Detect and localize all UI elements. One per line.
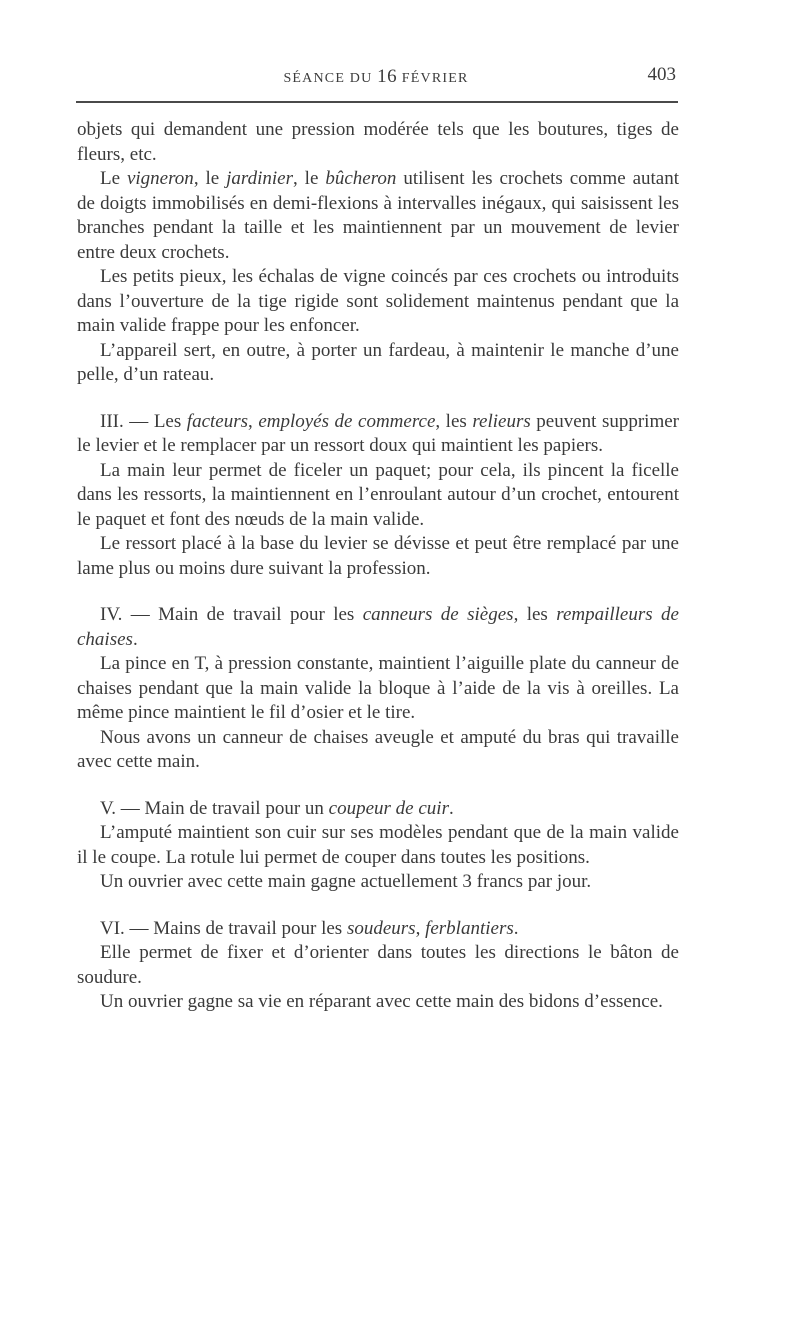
- paragraph-canneur: [77, 726, 679, 775]
- title-prefix: SÉANCE DU: [283, 71, 378, 86]
- italic-term: vigneron: [126, 168, 194, 189]
- paragraph-ficeler: [77, 459, 679, 533]
- title-suffix: FÉVRIER: [397, 71, 469, 86]
- italic-term: relieurs: [472, 410, 531, 432]
- text-run: , le: [193, 168, 227, 189]
- paragraph-pieux: [77, 265, 679, 339]
- paragraph-text: Elle permet de fixer et d’orienter dans toutes les directions le bâton de soudure.: [77, 942, 679, 988]
- text-run: ,: [248, 410, 259, 432]
- title-day: 16: [377, 66, 398, 87]
- text-run: ,: [415, 917, 426, 939]
- paragraph-continuation: [77, 118, 679, 167]
- paragraph-soudure: [77, 941, 679, 990]
- paragraph-text: L’appareil sert, en outre, à porter un fardeau, à maintenir le manche d’une pelle, d’un rateau.: [77, 339, 679, 385]
- text-run: IV. — Main de travail pour les: [100, 604, 363, 625]
- paragraph-text: objets qui demandent une pression modérée tels que les boutures, tiges de fleurs, etc.: [77, 119, 679, 165]
- italic-term: coupeur de cuir: [328, 797, 449, 819]
- paragraph-text: Un ouvrier avec cette main gagne actuellement 3 francs par jour.: [100, 871, 592, 892]
- italic-term: ferblantiers: [425, 917, 514, 939]
- italic-term: bûcheron: [325, 168, 397, 189]
- section-iii-heading-paragraph: [77, 410, 679, 459]
- text-run: Le: [100, 168, 127, 189]
- paragraph-text: Le ressort placé à la base du levier se dévisse et peut être remplacé par une lame plus ou moins dure suivant la profession.: [77, 533, 679, 579]
- paragraph-appareil: [77, 339, 679, 388]
- italic-term: facteurs: [186, 410, 249, 432]
- italic-term: canneurs de sièges: [362, 604, 514, 625]
- paragraph-ressort: [77, 532, 679, 581]
- paragraph-text: L’amputé maintient son cuir sur ses modèles pendant que de la main valide il le coupe. La rotule lui permet de couper dans toutes les positions.: [77, 822, 679, 868]
- paragraph-ouvrier-francs: [77, 870, 679, 895]
- text-run: .: [132, 628, 138, 650]
- text-run: .: [448, 797, 454, 819]
- section-vi-heading-paragraph: [77, 917, 679, 942]
- header-rule: [76, 101, 678, 103]
- paragraph-text: Nous avons un canneur de chaises aveugle et amputé du bras qui travaille avec cette main.: [77, 726, 679, 772]
- paragraph-pince: [77, 652, 679, 726]
- text-run: , les: [513, 604, 557, 625]
- text-run: , les: [435, 410, 473, 432]
- text-run: III. — Les: [100, 410, 187, 432]
- section-iv-heading-paragraph: [77, 603, 679, 652]
- paragraph-text: La pince en T, à pression constante, maintient l’aiguille plate du canneur de chaises pendant que la main valide la bloque à l’aide de la vis à oreilles. La même pince maintient le fil d’osier et le tire.: [77, 653, 679, 723]
- text-run: VI. — Mains de travail pour les: [100, 917, 347, 939]
- paragraph-ampute: [77, 821, 679, 870]
- italic-term: employés de commerce: [258, 410, 436, 432]
- paragraph-bidons: [77, 990, 679, 1015]
- italic-term: jardinier: [226, 168, 293, 189]
- body-text: [77, 118, 679, 1015]
- text-run: V. — Main de travail pour un: [100, 797, 329, 819]
- italic-term: soudeurs: [346, 917, 416, 939]
- paragraph-text: La main leur permet de ficeler un paquet; pour cela, ils pincent la ficelle dans les ressorts, la maintiennent en l’enroulant autour d’un crochet, entourent le paquet et font des nœuds de la main valide.: [77, 459, 679, 530]
- running-head: [76, 64, 676, 88]
- paragraph-vigneron: [77, 167, 679, 265]
- text-run: utilisent les crochets comme autant de doigts immobilisés en demi-flexions à intervalles inégaux, qui saisissent les branches pendant la taille et les maintiennent par un mouvement de levier entre deux crochets.: [77, 168, 679, 263]
- page-number: 403: [647, 64, 676, 85]
- text-run: , le: [293, 168, 326, 189]
- paragraph-text: Les petits pieux, les échalas de vigne coincés par ces crochets ou introduits dans l’ouverture de la tige rigide sont solidement maintenus pendant que la main valide frappe pour les enfoncer.: [77, 266, 679, 336]
- running-head-title: [76, 66, 676, 88]
- italic-term: rempailleurs de chaises: [77, 604, 679, 650]
- section-v-heading-paragraph: [77, 797, 679, 822]
- text-run: .: [513, 917, 519, 939]
- text-run: peuvent supprimer le levier et le remplacer par un ressort doux qui maintient les papiers.: [77, 410, 679, 456]
- paragraph-text: Un ouvrier gagne sa vie en réparant avec cette main des bidons d’essence.: [100, 991, 663, 1012]
